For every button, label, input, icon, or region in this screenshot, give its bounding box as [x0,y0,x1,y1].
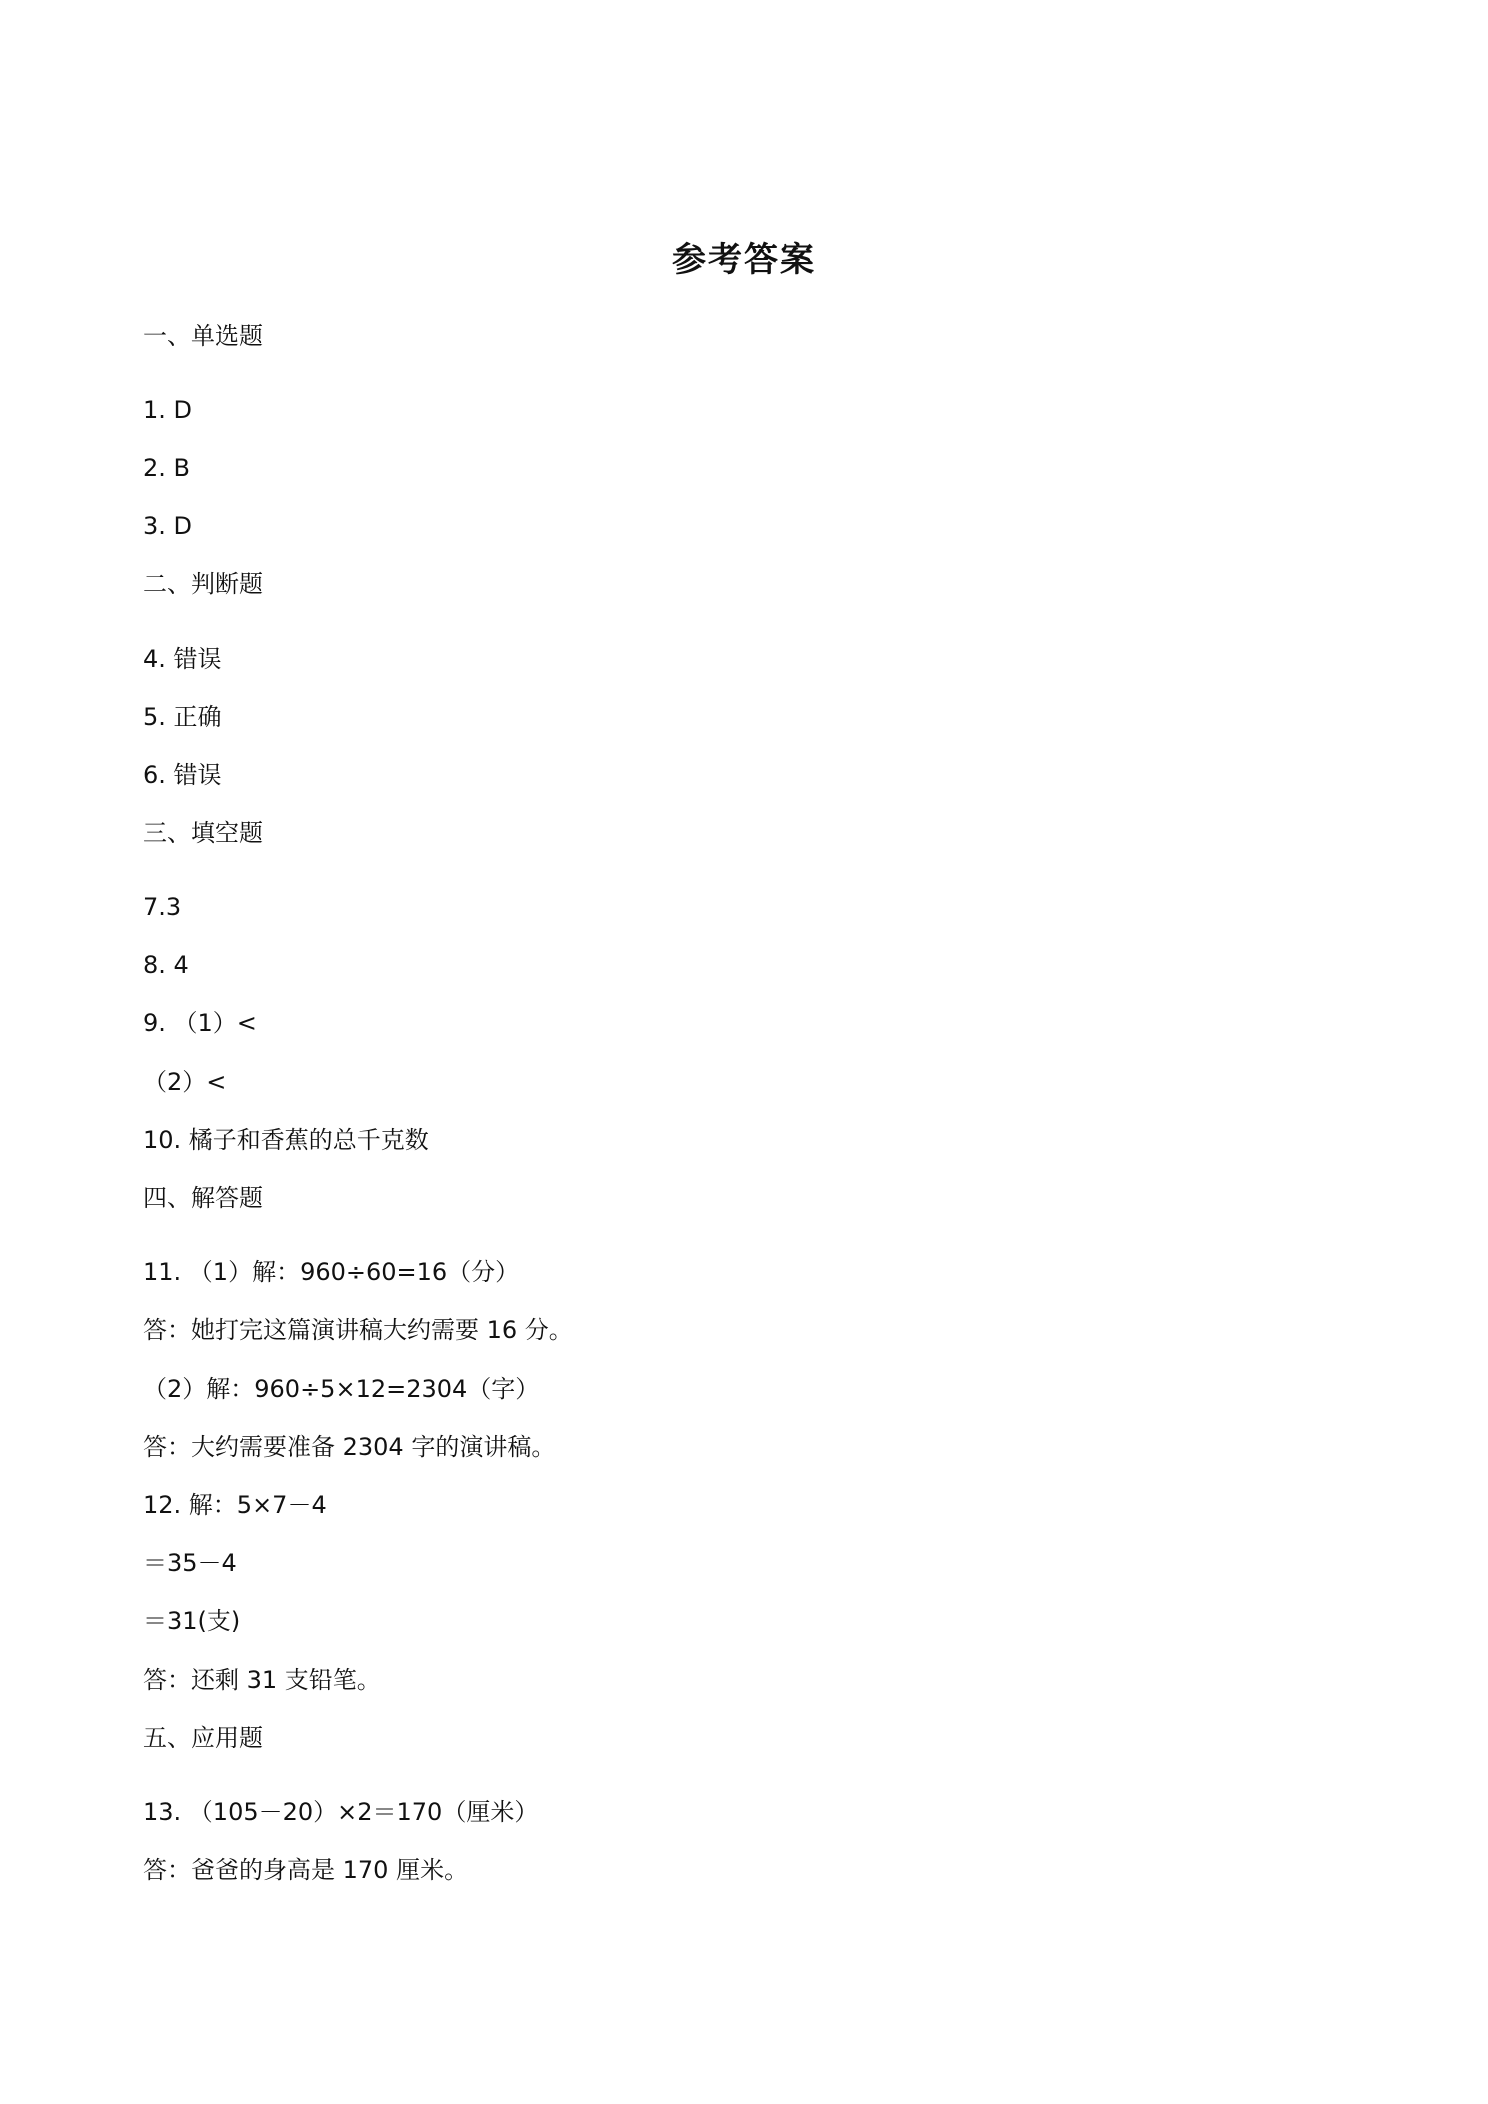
answer-12-step-1: ＝35－4 [143,1549,237,1577]
answer-11-part-2-reply: 答：大约需要准备 2304 字的演讲稿。 [143,1433,556,1461]
answer-13-solution: 13. （105－20）×2＝170（厘米） [143,1798,539,1826]
answer-12-step-2: ＝31(支) [143,1607,241,1635]
answer-2: 2. B [143,454,190,482]
answer-8: 8. 4 [143,951,189,979]
answer-1: 1. D [143,396,193,424]
answer-5: 5. 正确 [143,703,222,731]
answer-11-part-2-solution: （2）解：960÷5×12=2304（字） [143,1375,540,1403]
answer-6: 6. 错误 [143,761,222,789]
answer-12-solution: 12. 解：5×7－4 [143,1491,327,1519]
answer-7: 7.3 [143,893,182,921]
page-title: 参考答案 [672,240,816,280]
answer-12-reply: 答：还剩 31 支铅笔。 [143,1666,381,1694]
section-heading-single-choice: 一、单选题 [143,322,263,350]
section-heading-solve: 四、解答题 [143,1184,263,1212]
answer-4: 4. 错误 [143,645,222,673]
answer-11-part-1-solution: 11. （1）解：960÷60=16（分） [143,1258,520,1286]
answer-13-reply: 答：爸爸的身高是 170 厘米。 [143,1856,469,1884]
answer-3: 3. D [143,512,193,540]
section-heading-application: 五、应用题 [143,1724,263,1752]
section-heading-true-false: 二、判断题 [143,570,263,598]
section-heading-fill-blank: 三、填空题 [143,819,263,847]
answer-10: 10. 橘子和香蕉的总千克数 [143,1126,429,1154]
answer-11-part-1-reply: 答：她打完这篇演讲稿大约需要 16 分。 [143,1316,573,1344]
answer-9-part-1: 9. （1）< [143,1009,257,1037]
answer-9-part-2: （2）< [143,1068,227,1096]
